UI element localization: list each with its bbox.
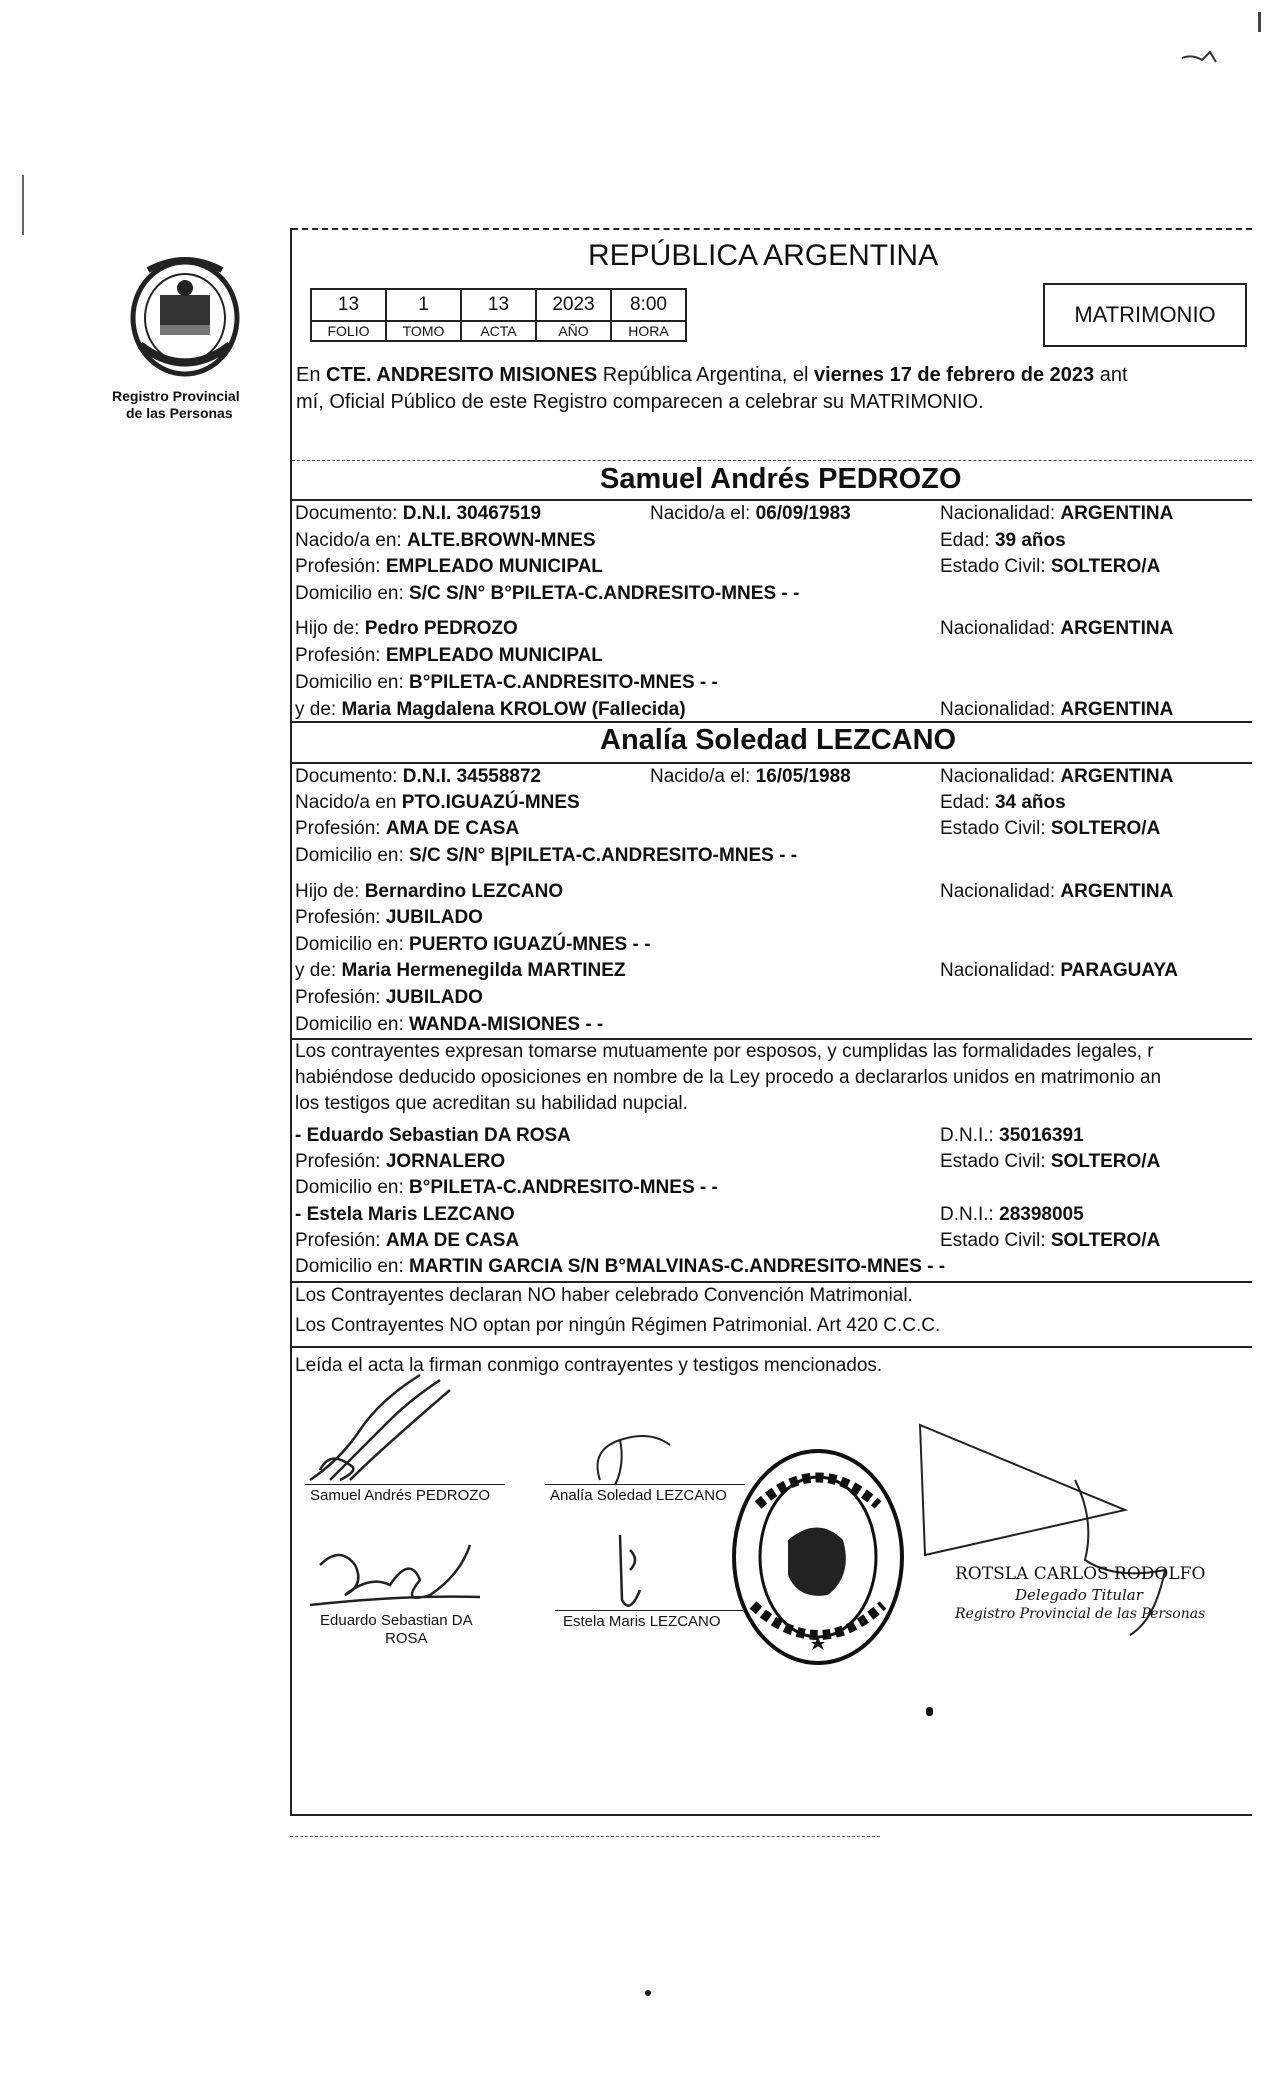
closing-line: Leída el acta la firman conmigo contrayentes y testigos mencionados.	[295, 1355, 883, 1376]
doc-type-box	[1043, 283, 1247, 347]
republic-title: REPÚBLICA ARGENTINA	[588, 239, 939, 272]
witness-2-address: Domicilio en: MARTIN GARCIA S/N B°MALVINAS-C.ANDRESITO-MNES - -	[295, 1256, 946, 1277]
scan-mark	[1258, 12, 1261, 32]
intro-line-1: En CTE. ANDRESITO MISIONES República Argentina, el viernes 17 de febrero de 2023 ant	[296, 364, 1128, 386]
section-divider	[292, 1281, 1252, 1283]
groom-father-address: Domicilio en: B°PILETA-C.ANDRESITO-MNES - -	[295, 672, 718, 693]
officer-name: ROTSLA CARLOS RODOLFO	[955, 1564, 1206, 1584]
hour-value: 8:00	[611, 289, 686, 321]
witness-2-dni: D.N.I.: 28398005	[940, 1204, 1084, 1225]
groom-birthplace: Nacido/a en: ALTE.BROWN-MNES	[295, 530, 596, 551]
officer-registry: Registro Provincial de las Personas	[955, 1606, 1206, 1622]
acta-value: 13	[461, 289, 536, 321]
declaration-line-3: los testigos que acreditan su habilidad nupcial.	[295, 1093, 688, 1114]
bride-profession: Profesión: AMA DE CASA	[295, 818, 520, 839]
registry-label: de las Personas	[126, 405, 233, 421]
scan-mark	[22, 175, 24, 235]
groom-signature-icon	[300, 1370, 470, 1490]
officer-title: Delegado Titular	[1015, 1586, 1143, 1604]
groom-age: Edad: 39 años	[940, 530, 1066, 551]
groom-father-nationality: Nacionalidad: ARGENTINA	[940, 618, 1174, 639]
bride-nationality: Nacionalidad: ARGENTINA	[940, 766, 1174, 787]
form-top-border	[292, 228, 1252, 230]
folio-label: FOLIO	[311, 321, 386, 341]
bride-age: Edad: 34 años	[940, 792, 1066, 813]
groom-doc: Documento: D.N.I. 30467519	[295, 503, 542, 524]
bride-born: Nacido/a el: 16/05/1988	[650, 766, 851, 787]
bride-mother: y de: Maria Hermenegilda MARTINEZ	[295, 960, 626, 981]
bride-father-address: Domicilio en: PUERTO IGUAZÚ-MNES - -	[295, 934, 651, 955]
intro-line-2: mí, Oficial Público de este Registro comparecen a celebrar su MATRIMONIO.	[296, 391, 984, 413]
bride-mother-nationality: Nacionalidad: PARAGUAYA	[940, 960, 1178, 981]
groom-mother-nationality: Nacionalidad: ARGENTINA	[940, 699, 1174, 720]
witness-1-signature-label: Eduardo Sebastian DA	[320, 1612, 473, 1629]
scan-scribble	[1180, 46, 1230, 66]
groom-mother: y de: Maria Magdalena KROLOW (Fallecida)	[295, 699, 686, 720]
tomo-label: TOMO	[386, 321, 461, 341]
bride-address: Domicilio en: S/C S/N° B|PILETA-C.ANDRESITO-MNES - -	[295, 845, 798, 866]
bride-mother-profession: Profesión: JUBILADO	[295, 987, 483, 1008]
section-divider	[292, 721, 1252, 723]
witness-1-signature-icon	[300, 1535, 490, 1615]
groom-signature-label: Samuel Andrés PEDROZO	[310, 1487, 491, 1504]
groom-name: Samuel Andrés PEDROZO	[600, 463, 962, 495]
doc-type: MATRIMONIO	[1074, 302, 1216, 327]
hour-label: HORA	[611, 321, 686, 341]
witness-2-civil-status: Estado Civil: SOLTERO/A	[940, 1230, 1161, 1251]
bride-mother-address: Domicilio en: WANDA-MISIONES - -	[295, 1014, 604, 1035]
year-label: AÑO	[536, 321, 611, 341]
bride-father-profession: Profesión: JUBILADO	[295, 907, 483, 928]
witness-1-name: - Eduardo Sebastian DA ROSA	[295, 1125, 571, 1146]
bride-signature-icon	[580, 1420, 710, 1490]
bride-father: Hijo de: Bernardino LEZCANO	[295, 881, 564, 902]
witness-2-name: - Estela Maris LEZCANO	[295, 1204, 515, 1225]
tomo-value: 1	[386, 289, 461, 321]
groom-civil-status: Estado Civil: SOLTERO/A	[940, 556, 1161, 577]
signature-line	[555, 1610, 745, 1611]
groom-father: Hijo de: Pedro PEDROZO	[295, 618, 518, 639]
convention-line-2: Los Contrayentes NO optan por ningún Régimen Patrimonial. Art 420 C.C.C.	[295, 1315, 941, 1336]
scan-dot	[926, 1707, 933, 1716]
form-left-border	[290, 228, 292, 1816]
section-divider	[292, 460, 1252, 461]
groom-nationality: Nacionalidad: ARGENTINA	[940, 503, 1174, 524]
scan-dot	[645, 1990, 651, 1996]
folio-value: 13	[311, 289, 386, 321]
bride-birthplace: Nacido/a en PTO.IGUAZÚ-MNES	[295, 792, 580, 813]
section-divider	[292, 499, 1252, 501]
acta-label: ACTA	[461, 321, 536, 341]
bride-civil-status: Estado Civil: SOLTERO/A	[940, 818, 1161, 839]
registry-label: Registro Provincial	[112, 388, 240, 404]
groom-father-profession: Profesión: EMPLEADO MUNICIPAL	[295, 645, 603, 666]
witness-2-profession: Profesión: AMA DE CASA	[295, 1230, 520, 1251]
bride-doc: Documento: D.N.I. 34558872	[295, 766, 542, 787]
bride-name: Analía Soledad LEZCANO	[600, 724, 957, 756]
place: CTE. ANDRESITO MISIONES	[326, 364, 598, 386]
declaration-line-2: habiéndose deducido oposiciones en nombre de la Ley procedo a declararlos unidos en matrimonio an	[295, 1067, 1162, 1088]
bride-father-nationality: Nacionalidad: ARGENTINA	[940, 881, 1174, 902]
year-value: 2023	[536, 289, 611, 321]
groom-profession: Profesión: EMPLEADO MUNICIPAL	[295, 556, 603, 577]
bride-signature-label: Analía Soledad LEZCANO	[550, 1487, 727, 1504]
witness-1-dni: D.N.I.: 35016391	[940, 1125, 1084, 1146]
groom-born: Nacido/a el: 06/09/1983	[650, 503, 851, 524]
section-divider	[292, 1346, 1252, 1348]
witness-1-signature-label: ROSA	[385, 1630, 428, 1647]
signature-line	[305, 1484, 505, 1485]
date: viernes 17 de febrero de 2023	[814, 364, 1095, 386]
section-divider	[292, 762, 1252, 764]
declaration-line-1: Los contrayentes expresan tomarse mutuamente por esposos, y cumplidas las formalidades legales, r	[295, 1041, 1154, 1062]
record-meta-table	[310, 288, 687, 342]
witness-1-civil-status: Estado Civil: SOLTERO/A	[940, 1151, 1161, 1172]
signature-line	[545, 1484, 745, 1485]
witness-2-signature-icon	[600, 1530, 680, 1620]
witness-1-profession: Profesión: JORNALERO	[295, 1151, 506, 1172]
groom-address: Domicilio en: S/C S/N° B°PILETA-C.ANDRESITO-MNES - -	[295, 583, 800, 604]
witness-2-signature-label: Estela Maris LEZCANO	[563, 1613, 721, 1630]
witness-1-address: Domicilio en: B°PILETA-C.ANDRESITO-MNES - -	[295, 1177, 718, 1198]
misiones-coat-of-arms-icon	[120, 250, 250, 385]
registry-seal-icon	[728, 1445, 908, 1670]
form-bottom-dashes	[290, 1836, 880, 1837]
convention-line-1: Los Contrayentes declaran NO haber celebrado Convención Matrimonial.	[295, 1285, 913, 1306]
form-bottom-border	[292, 1814, 1252, 1816]
